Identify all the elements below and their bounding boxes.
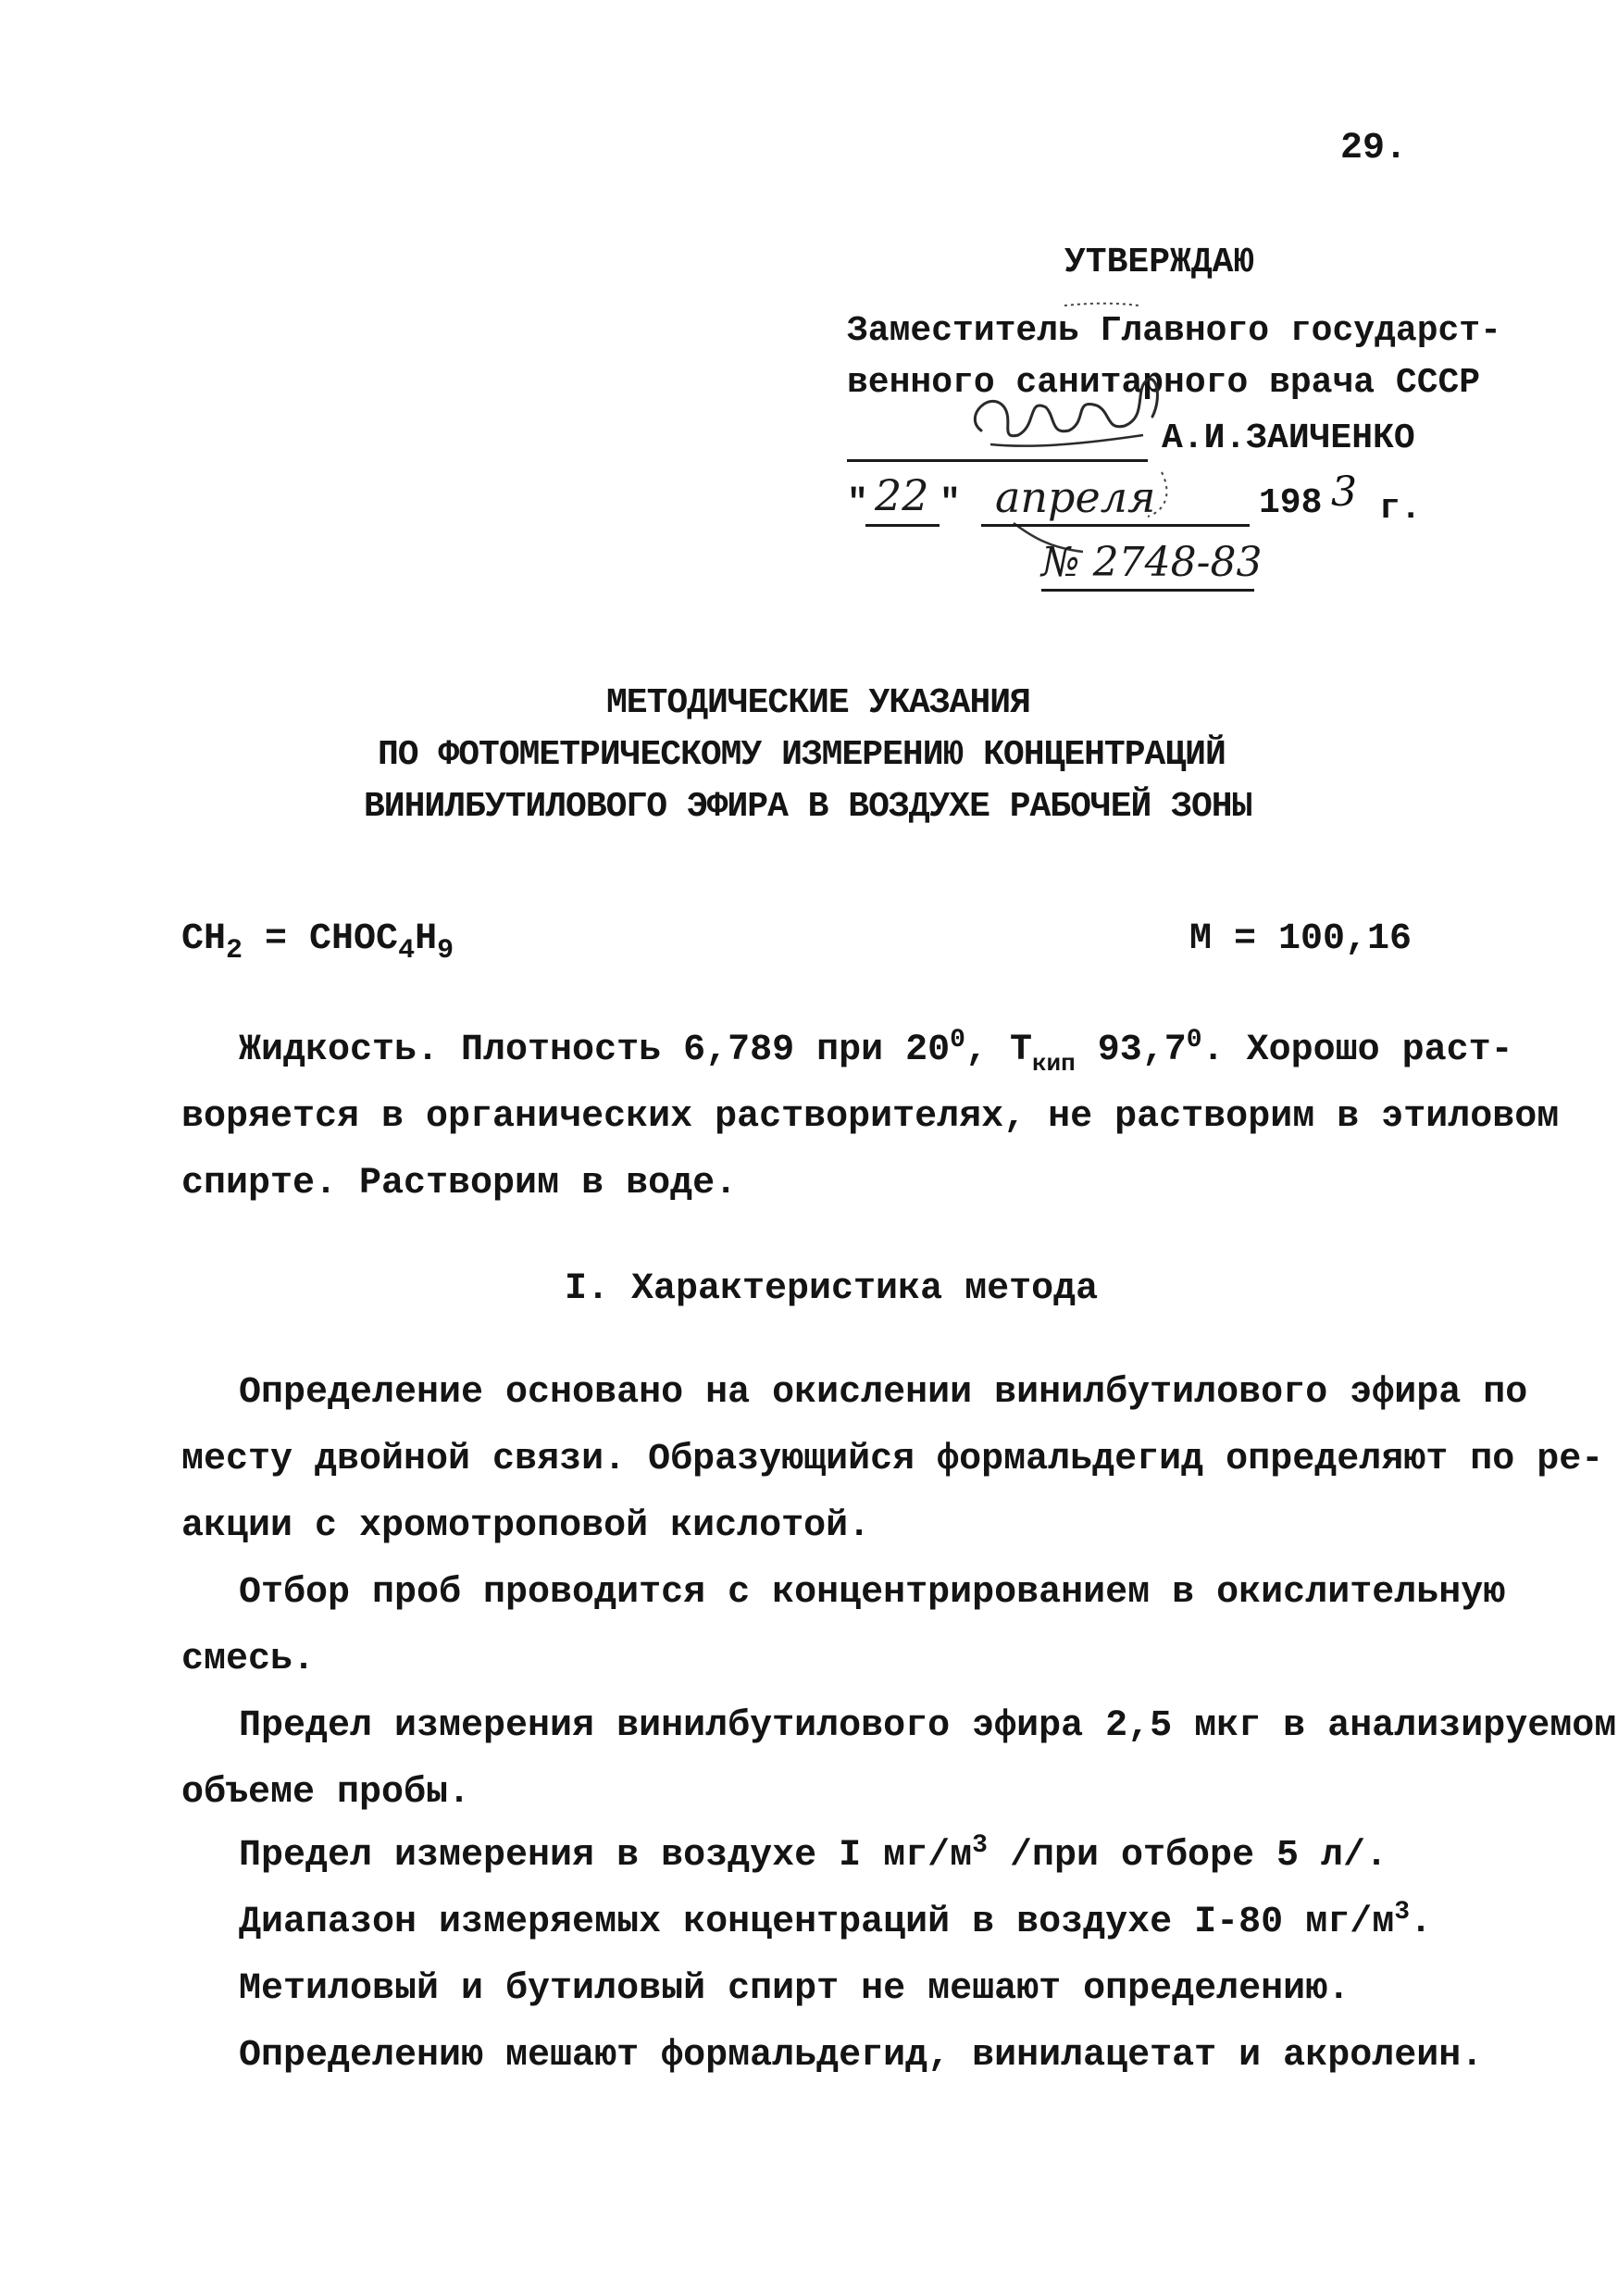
paragraph-line bbox=[239, 1831, 1388, 1877]
paragraph-line: Предел измерения винилбутилового эфира 2,5 мкг в анализируемом bbox=[239, 1705, 1617, 1747]
formula-part: CH bbox=[181, 918, 227, 960]
date-quote-open: " bbox=[847, 483, 868, 523]
text-run: /при отборе 5 л/. bbox=[987, 1835, 1388, 1877]
registration-underline bbox=[1041, 589, 1254, 592]
approver-title-line1: Заместитель Главного государст- bbox=[847, 311, 1501, 351]
formula-part: = CHOC bbox=[243, 918, 399, 960]
formula-part: H bbox=[415, 918, 438, 960]
registration-number: № 2748-83 bbox=[1041, 539, 1263, 586]
title-line-1: МЕТОДИЧЕСКИЕ УКАЗАНИЯ bbox=[606, 683, 1030, 723]
text-run: Диапазон измеряемых концентраций в воздухе I-80 мг/м bbox=[239, 1902, 1395, 1943]
page-number: 29. bbox=[1340, 128, 1408, 169]
chemical-formula bbox=[181, 918, 454, 967]
section-heading: I. Характеристика метода bbox=[565, 1268, 1099, 1310]
paragraph-line: объеме пробы. bbox=[181, 1772, 471, 1814]
description-line-1 bbox=[239, 1026, 1513, 1078]
date-month-underline bbox=[981, 524, 1250, 527]
date-year-suffix: 3 bbox=[1331, 468, 1357, 516]
date-day-underline bbox=[865, 524, 940, 527]
approver-title-line2: венного санитарного врача СССР bbox=[847, 363, 1481, 403]
text-run: 93,7 bbox=[1075, 1029, 1187, 1071]
formula-subscript: 2 bbox=[226, 935, 243, 967]
date-month: апреля bbox=[995, 472, 1156, 522]
title-line-2: ПО ФОТОМЕТРИЧЕСКОМУ ИЗМЕРЕНИЮ КОНЦЕНТРАЦИЙ bbox=[378, 735, 1226, 775]
text-run: . bbox=[1410, 1902, 1433, 1943]
paragraph-line: акции с хромотроповой кислотой. bbox=[181, 1505, 871, 1547]
text-run: , Т bbox=[965, 1029, 1032, 1071]
approver-name: А.И.ЗАИЧЕНКО bbox=[1162, 418, 1415, 458]
text-run: . Хорошо раст- bbox=[1201, 1029, 1513, 1071]
date-quote-close: " bbox=[940, 483, 961, 523]
text-run: Предел измерения в воздухе I мг/м bbox=[239, 1835, 973, 1877]
description-line-3: спирте. Растворим в воде. bbox=[181, 1163, 738, 1204]
text-run: Жидкость. Плотность 6,789 при 20 bbox=[239, 1029, 951, 1071]
cube-superscript: 3 bbox=[1394, 1898, 1411, 1927]
degree-mark: 0 bbox=[1186, 1026, 1202, 1054]
formula-subscript: 9 bbox=[437, 935, 454, 967]
paragraph-line: Метиловый и бутиловый спирт не мешают определению. bbox=[239, 1968, 1350, 2010]
paragraph-line: смесь. bbox=[181, 1639, 316, 1680]
approve-heading: УТВЕРЖДАЮ bbox=[1064, 243, 1255, 282]
molar-mass: М = 100,16 bbox=[1189, 918, 1413, 960]
title-line-3: ВИНИЛБУТИЛОВОГО ЭФИРА В ВОЗДУХЕ РАБОЧЕЙ ЗОНЫ bbox=[364, 787, 1252, 827]
paragraph-line: месту двойной связи. Образующийся формальдегид определяют по ре- bbox=[181, 1439, 1604, 1480]
date-day: 22 bbox=[875, 470, 929, 520]
date-year-abbrev: г. bbox=[1379, 489, 1422, 529]
signature-line bbox=[847, 459, 1148, 462]
date-year: 198 bbox=[1259, 483, 1323, 523]
boiling-subscript: кип bbox=[1031, 1050, 1076, 1078]
paragraph-line: Отбор проб проводится с концентрированием в окислительную bbox=[239, 1572, 1506, 1614]
paragraph-line bbox=[239, 1898, 1433, 1943]
degree-mark: 0 bbox=[950, 1026, 965, 1054]
paragraph-line: Определению мешают формальдегид, винилацетат и акролеин. bbox=[239, 2035, 1484, 2077]
formula-subscript: 4 bbox=[398, 935, 416, 967]
cube-superscript: 3 bbox=[972, 1831, 988, 1860]
description-line-2: воряется в органических растворителях, не растворим в этиловом bbox=[181, 1096, 1560, 1138]
paragraph-line: Определение основано на окислении винилбутилового эфира по bbox=[239, 1372, 1528, 1414]
